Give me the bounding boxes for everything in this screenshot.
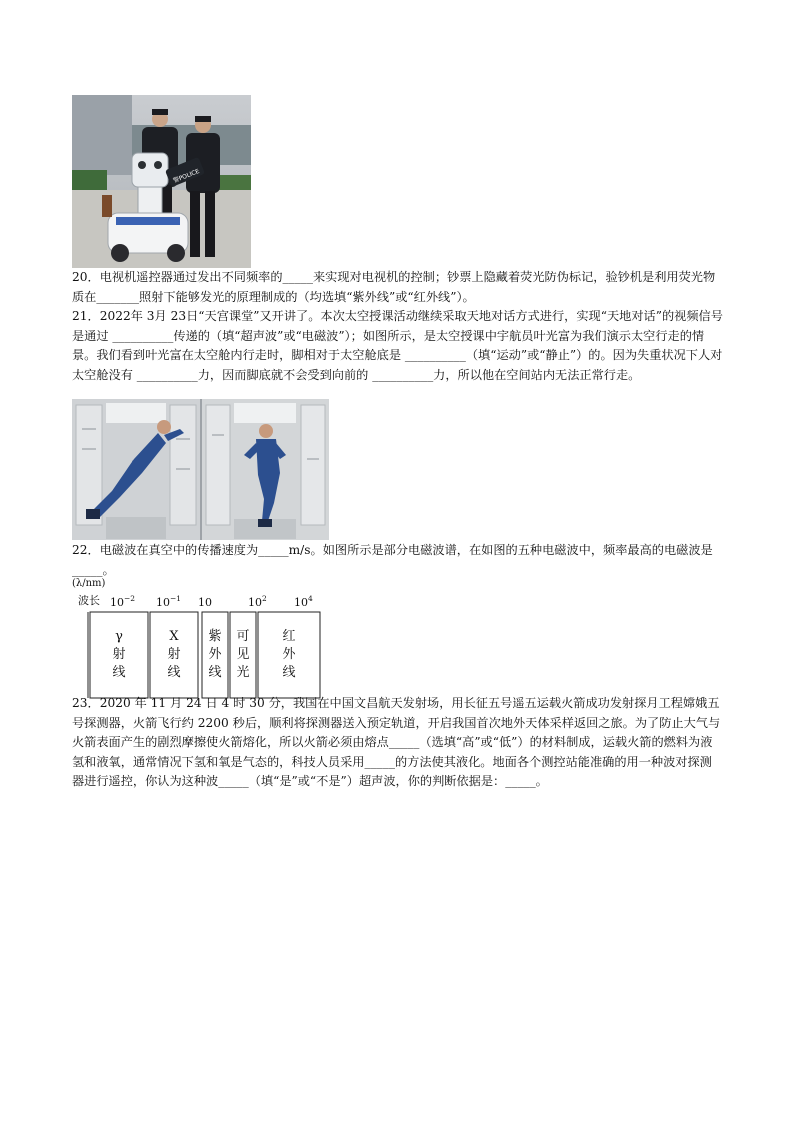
spectrum-band-label: 线 (112, 665, 126, 680)
spectrum-bands (88, 612, 320, 698)
astronaut-photo (72, 399, 329, 540)
spectrum-axis-label: 波长 (78, 594, 100, 607)
spectrum-tick-labels (110, 594, 313, 609)
spectrum-band-label: X (169, 629, 179, 644)
astronaut-illustration (72, 399, 329, 540)
spectrum-tick-label: $10^{-1}$ (156, 594, 182, 609)
spectrum-band-label: 线 (167, 665, 181, 680)
question-22-text: 22．电磁波在真空中的传播速度为_____m/s。如图所示是部分电磁波谱，在如图的五种电磁波中，频率最高的电磁波是_____。 (72, 543, 713, 577)
question-20 (72, 268, 724, 307)
spectrum-tick-label: $10^4$ (294, 594, 313, 609)
question-22 (72, 541, 724, 580)
spectrum-band-label: 线 (282, 665, 296, 680)
spectrum-tick-label: $10^{-2}$ (110, 594, 136, 609)
spectrum-band-label: 光 (236, 665, 250, 680)
question-21 (72, 307, 724, 385)
question-20-text: 20．电视机遥控器通过发出不同频率的_____来实现对电视机的控制；钞票上隐藏着荧光防伪标记，验钞机是利用荧光物质在_______照射下能够发光的原理制成的（均选填“紫外线”或“红外线”）。 (72, 270, 716, 304)
spectrum-band-label: 紫 (208, 629, 222, 644)
spectrum-unit-label: (λ/nm) (72, 578, 106, 589)
spectrum-band-label: 红 (282, 629, 296, 644)
police-robot-photo (72, 95, 251, 268)
question-23-text: 23．2020 年 11 月 24 日 4 时 30 分，我国在中国文昌航天发射场，用长征五号遥五运载火箭成功发射探月工程嫦娥五号探测器，火箭飞行约 2200 秒后，顺利将探测器送入预定轨道，开启我国首次地外天体采样返回之旅。为了防止大气与火箭表面产生的剧烈摩擦使火箭熔化，所以火箭必须由熔点_____（选填“高”或“低”）的材料制成，运载火箭的燃料为液氢和液氧，通常情况下氢和氧是气态的，科技人员采用_____的方法使其液化。地面各个测控站能准确的用一种波对探测器进行遥控，你认为这种波_____（填“是”或“不是”）超声波，你的判断依据是：_____。 (72, 696, 721, 789)
police-robot-illustration (72, 95, 251, 268)
spectrum-band-label: 见 (236, 647, 250, 662)
question-21-text: 21．2022年 3月 23日“天宫课堂”又开讲了。本次太空授课活动继续采取天地对话方式进行，实现“天地对话”的视频信号是通过 __________传递的（填“超声波”或“电磁波”）；如图所示，是太空授课中宇航员叶光富为我们演示太空行走的情景。我们看到叶光富在太空舱内行走时，脚相对于太空舱底是 __________（填“运动”或“静止”）的。因为失重状况下人对太空舱没有 __________力，因而脚底就不会受到向前的 __________力，所以他在空间站内无法正常行走。 (72, 309, 723, 382)
spectrum-band-label: 射 (167, 647, 181, 662)
spectrum-tick-label: $10^2$ (248, 594, 267, 609)
spectrum-band-label: 线 (208, 665, 222, 680)
spectrum-band-label: 射 (112, 647, 126, 662)
electromagnetic-spectrum-diagram (72, 576, 332, 700)
spectrum-band-label: 外 (282, 647, 296, 662)
question-23 (72, 694, 724, 792)
spectrum-band-label: 外 (208, 647, 222, 662)
robot-badge-text: 警POLICE (172, 167, 201, 185)
spectrum-band-label: γ (115, 629, 123, 644)
spectrum-band-label: 可 (236, 629, 250, 644)
spectrum-tick-label: 10 (198, 596, 212, 609)
